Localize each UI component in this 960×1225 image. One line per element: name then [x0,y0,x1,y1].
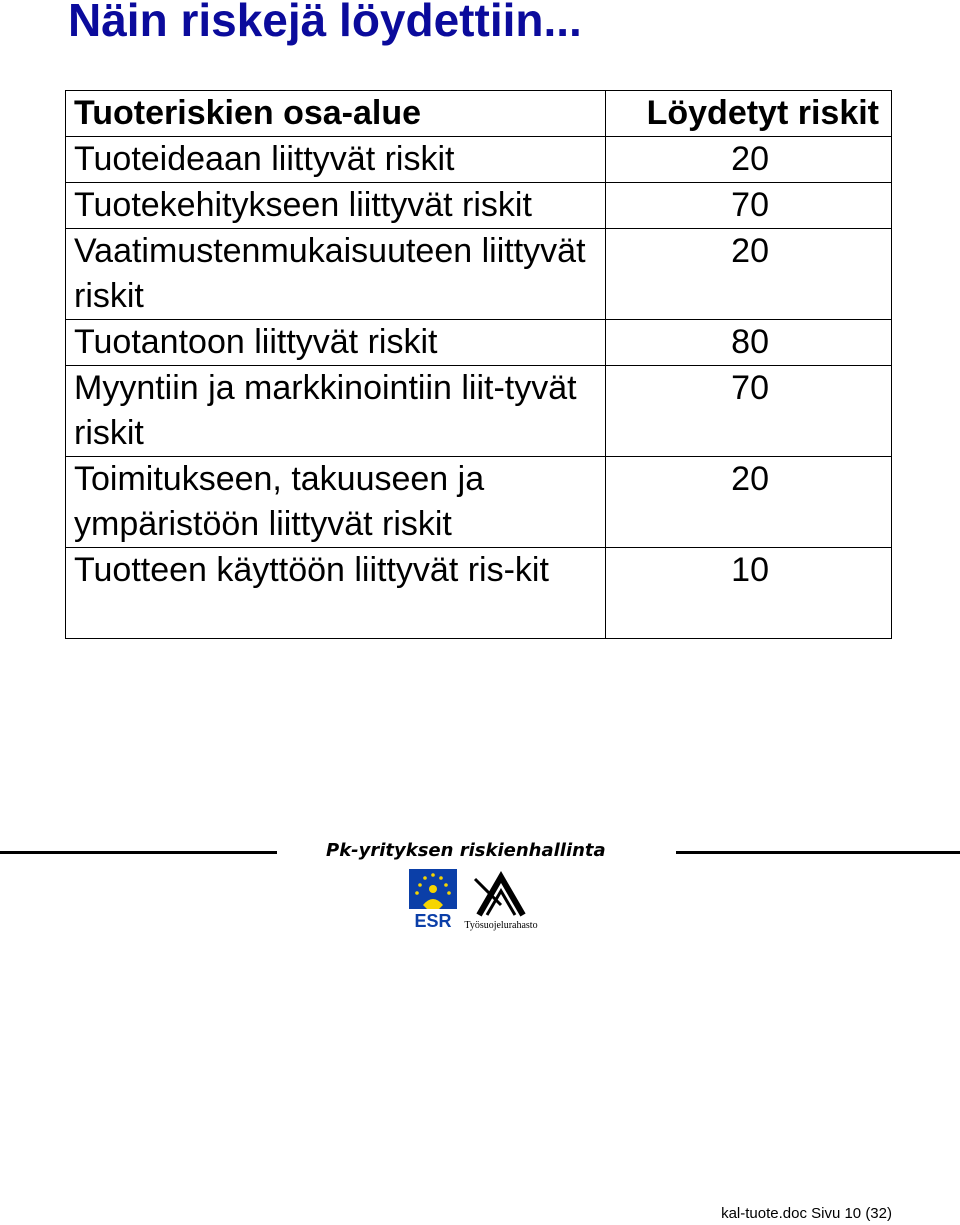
header-area: Tuoteriskien osa-alue [66,91,606,137]
row-count: 20 [606,229,892,320]
header-found-risks: Löydetyt riskit [606,91,892,137]
table-row [66,229,892,320]
table-row [66,457,892,548]
risk-table [65,90,892,639]
row-area: Tuotteen käyttöön liittyvät ris-kit [66,548,606,639]
footer-divider-left [0,851,277,854]
table-row [66,366,892,457]
footer-divider-right [676,851,960,854]
row-area: Tuotekehitykseen liittyvät riskit [66,183,606,229]
table-row [66,320,892,366]
row-count: 70 [606,366,892,457]
row-count: 70 [606,183,892,229]
row-area: Myyntiin ja markkinointiin liit-tyvät riskit [66,366,606,457]
row-count: 80 [606,320,892,366]
page-title: Näin riskejä löydettiin... [68,0,582,46]
esr-logo-text: ESR [414,911,452,931]
table-row [66,137,892,183]
row-area: Tuotantoon liittyvät riskit [66,320,606,366]
row-area: Tuoteideaan liittyvät riskit [66,137,606,183]
table-row [66,548,892,639]
row-area: Vaatimustenmukaisuuteen liittyvät riskit [66,229,606,320]
row-area: Toimitukseen, takuuseen ja ympäristöön liittyvät riskit [66,457,606,548]
esr-logo [409,869,457,931]
row-count: 20 [606,137,892,183]
document-reference: kal-tuote.doc Sivu 10 (32) [721,1205,892,1222]
tyosuojelurahasto-logo [461,869,541,931]
table-header-row [66,91,892,137]
table-row [66,183,892,229]
row-count: 10 [606,548,892,639]
footer-project-title: Pk-yrityksen riskienhallinta [326,840,606,861]
row-count: 20 [606,457,892,548]
tyosuojelurahasto-logo-text: Työsuojelurahasto [464,920,538,931]
